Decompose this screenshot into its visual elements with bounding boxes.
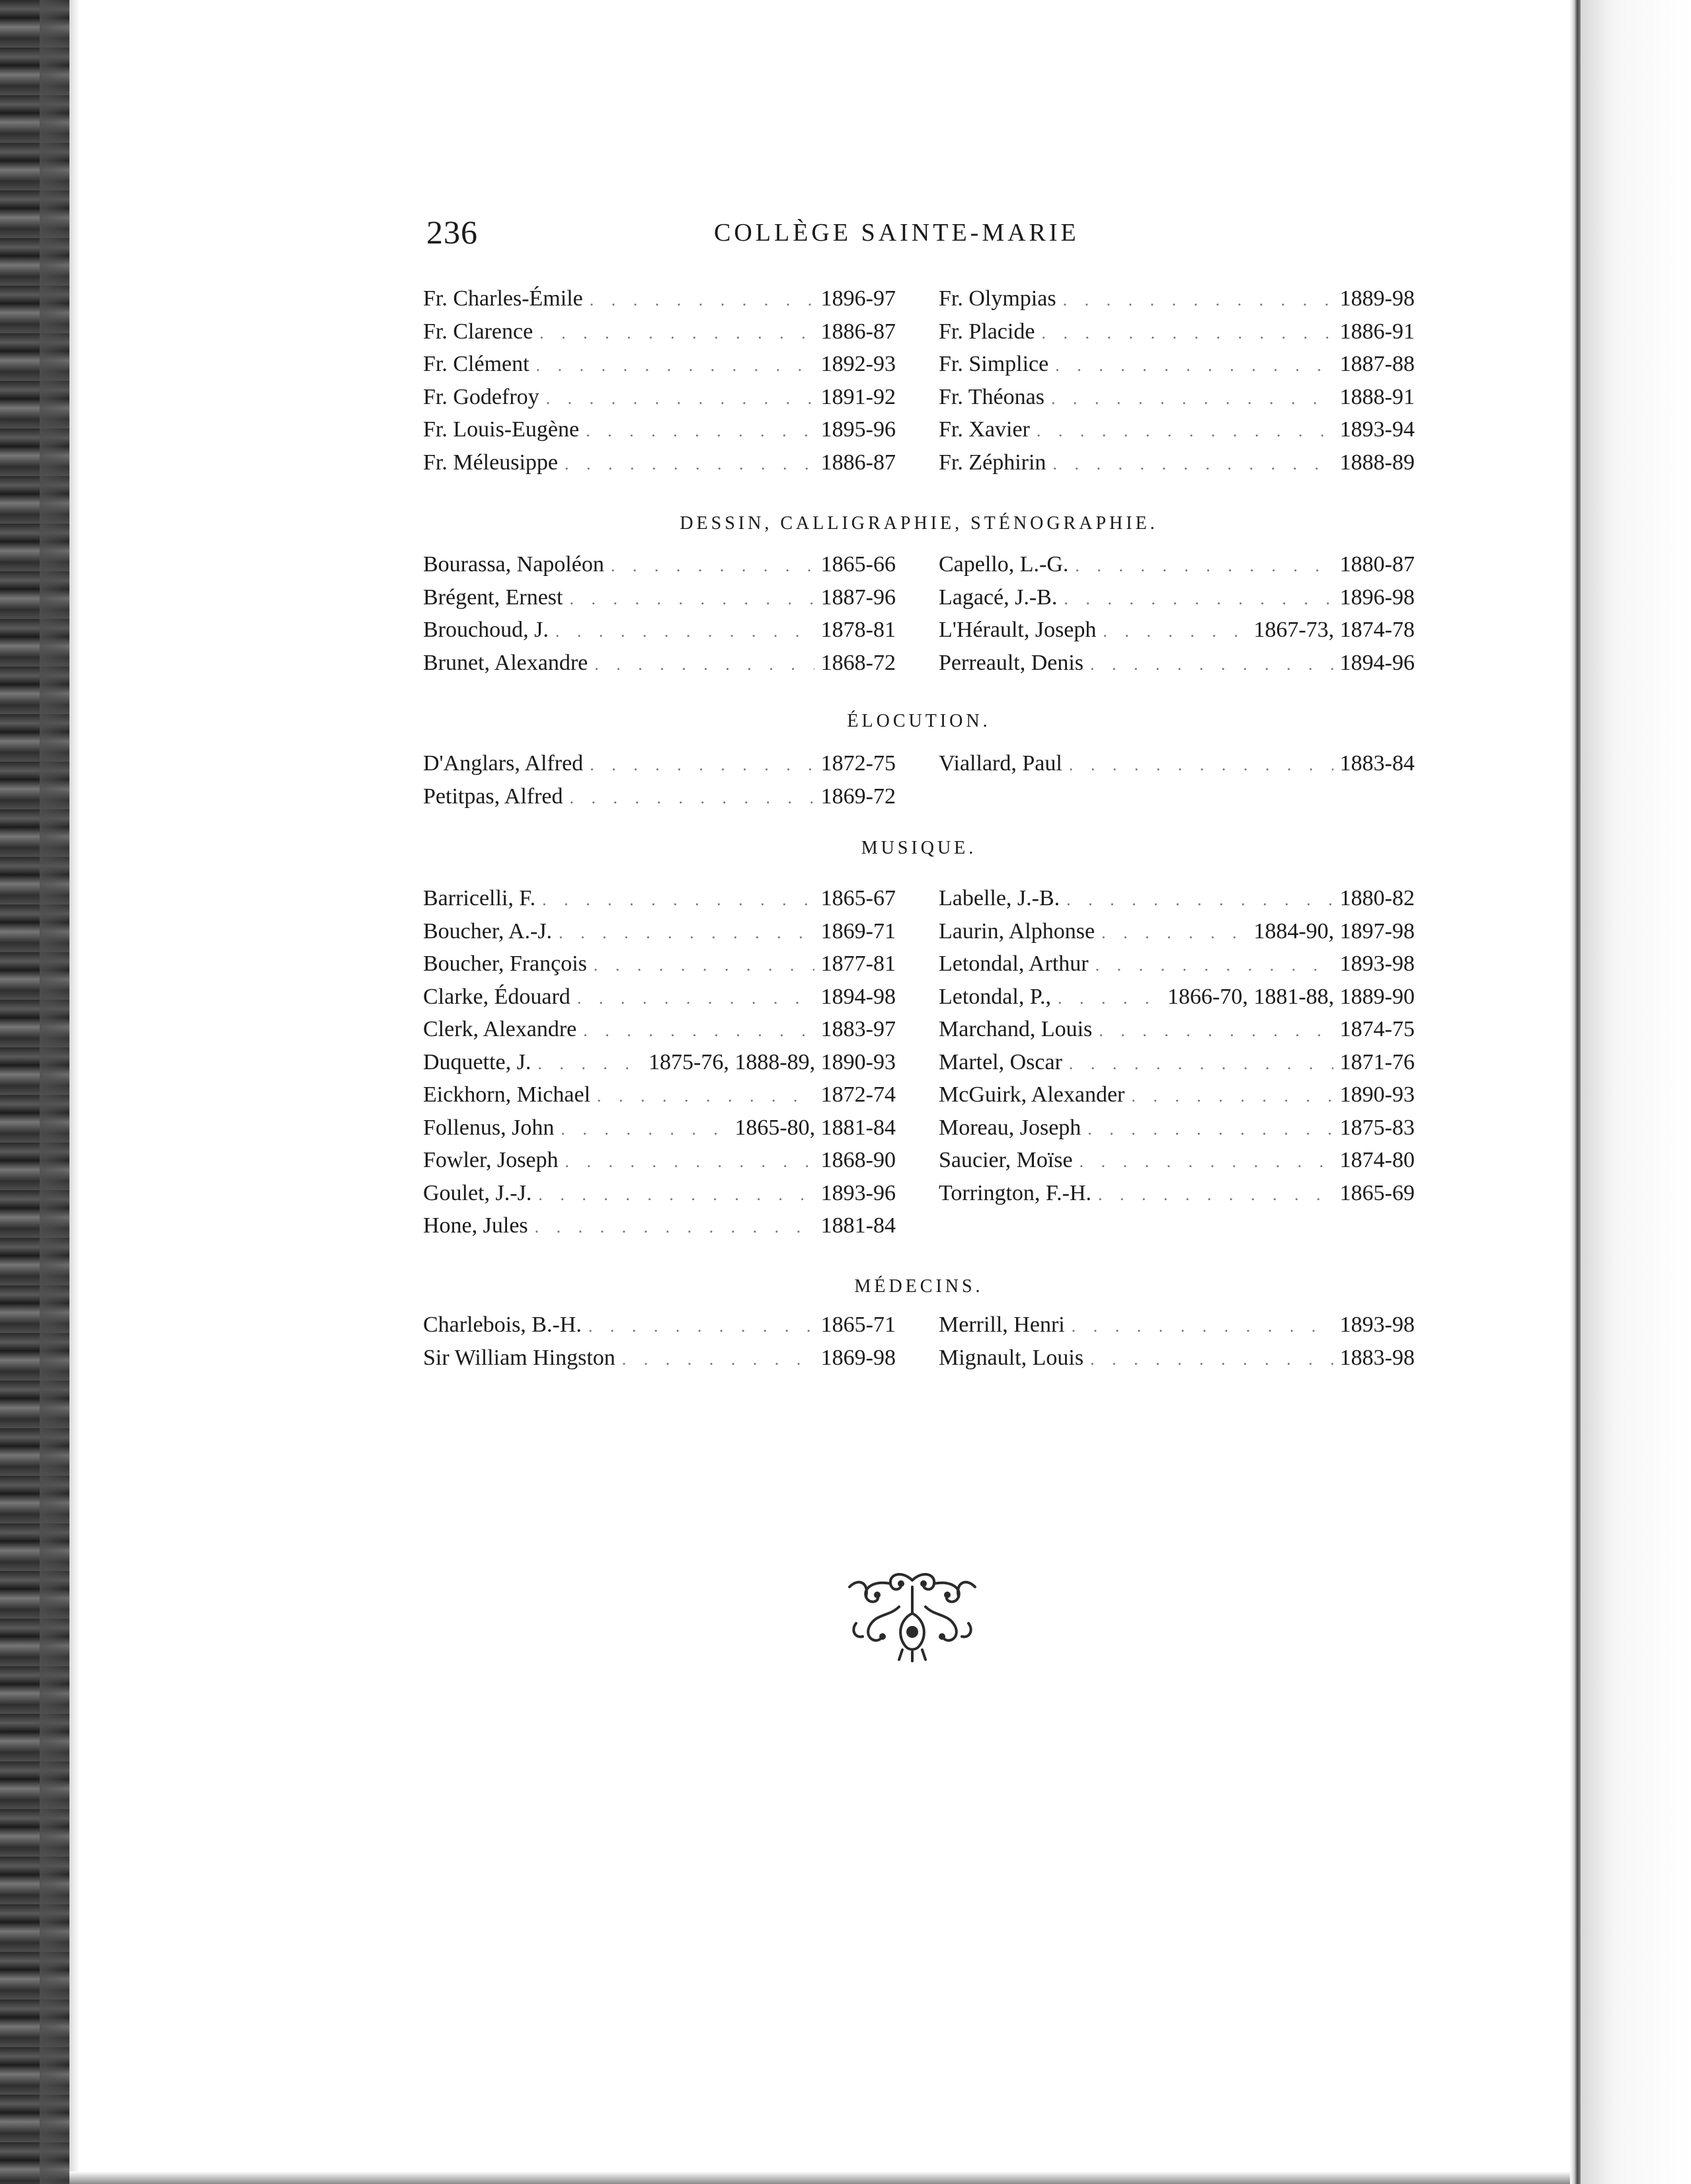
entry-years: 1893-98 bbox=[1339, 951, 1415, 976]
dot-leader bbox=[565, 1152, 814, 1172]
entry-years: 1880-87 bbox=[1339, 552, 1415, 577]
dot-leader bbox=[565, 454, 814, 474]
entry-name: Eickhorn, Michael bbox=[423, 1082, 591, 1107]
entry-years: 1895-96 bbox=[820, 417, 896, 442]
list-entry bbox=[423, 1017, 896, 1042]
entry-years: 1874-75 bbox=[1339, 1017, 1415, 1041]
dot-leader bbox=[1131, 1086, 1333, 1106]
entry-name: Goulet, J.-J. bbox=[423, 1180, 532, 1205]
dot-leader bbox=[546, 389, 814, 409]
dot-leader bbox=[1069, 1054, 1333, 1074]
entry-name: Fr. Zéphirin bbox=[939, 450, 1046, 475]
dot-leader bbox=[1087, 1119, 1333, 1139]
dot-leader bbox=[536, 356, 814, 376]
entry-name: Barricelli, F. bbox=[423, 886, 536, 910]
dot-leader bbox=[586, 421, 814, 441]
entry-name: Lagacé, J.-B. bbox=[939, 585, 1058, 610]
entry-name: Labelle, J.-B. bbox=[939, 886, 1060, 910]
list-entry bbox=[423, 919, 896, 944]
entry-name: Fr. Clarence bbox=[423, 319, 533, 344]
entry-name: Moreau, Joseph bbox=[939, 1115, 1081, 1140]
entry-name: Mignault, Louis bbox=[939, 1345, 1084, 1370]
dot-leader bbox=[1099, 1021, 1333, 1041]
dot-leader bbox=[538, 1185, 814, 1205]
list-entry bbox=[423, 886, 896, 911]
entry-name: Hone, Jules bbox=[423, 1213, 528, 1238]
list-entry bbox=[939, 319, 1415, 344]
list-entry bbox=[423, 385, 896, 410]
page-edge bbox=[1570, 0, 1581, 2184]
dot-leader bbox=[555, 622, 814, 641]
entry-name: Saucier, Moïse bbox=[939, 1148, 1073, 1172]
dot-leader bbox=[1058, 989, 1161, 1008]
entry-years: 1872-75 bbox=[820, 751, 896, 776]
list-entry bbox=[939, 1082, 1415, 1108]
entry-name: Fr. Méleusippe bbox=[423, 450, 558, 475]
dot-leader bbox=[1052, 454, 1333, 474]
list-entry bbox=[423, 1082, 896, 1108]
dot-leader bbox=[537, 1054, 642, 1074]
entry-years: 1872-74 bbox=[820, 1082, 896, 1107]
entry-name: Fr. Théonas bbox=[939, 384, 1044, 409]
entry-name: Brégent, Ernest bbox=[423, 585, 563, 610]
entry-years: 1884-90, 1897-98 bbox=[1253, 918, 1415, 944]
list-entry bbox=[939, 1181, 1415, 1206]
list-entry bbox=[939, 1313, 1415, 1338]
dot-leader bbox=[1101, 923, 1247, 943]
dot-leader bbox=[1037, 421, 1333, 441]
entry-name: Marchand, Louis bbox=[939, 1017, 1093, 1041]
entry-years: 1875-76, 1888-89, 1890-93 bbox=[649, 1049, 896, 1074]
entry-years: 1893-96 bbox=[820, 1180, 896, 1205]
list-entry bbox=[423, 552, 896, 577]
entry-years: 1883-98 bbox=[1339, 1345, 1415, 1370]
dot-leader bbox=[1072, 1316, 1333, 1336]
page-header bbox=[426, 213, 1418, 266]
entry-name: Fr. Placide bbox=[939, 319, 1035, 344]
entry-name: Letondal, Arthur bbox=[939, 951, 1089, 976]
entry-name: Clerk, Alexandre bbox=[423, 1017, 577, 1041]
entry-name: Duquette, J. bbox=[423, 1049, 531, 1074]
entry-name: Boucher, A.-J. bbox=[423, 918, 553, 944]
entry-years: 1891-92 bbox=[820, 384, 896, 409]
entry-name: Fr. Clément bbox=[423, 352, 530, 376]
list-entry bbox=[423, 286, 896, 311]
list-entry bbox=[423, 1115, 896, 1141]
dot-leader bbox=[583, 1021, 814, 1041]
section-heading-locution: ÉLOCUTION. bbox=[847, 711, 991, 731]
dot-leader bbox=[611, 556, 814, 576]
entry-years: 1871-76 bbox=[1339, 1049, 1415, 1074]
entry-name: Fr. Xavier bbox=[939, 417, 1030, 442]
entry-years: 1865-71 bbox=[820, 1313, 896, 1337]
dot-leader bbox=[622, 1350, 814, 1369]
entry-years: 1878-81 bbox=[820, 618, 896, 642]
list-entry bbox=[423, 352, 896, 377]
entry-name: Martel, Oscar bbox=[939, 1049, 1062, 1074]
entry-name: McGuirk, Alexander bbox=[939, 1082, 1125, 1107]
entry-name: Fr. Charles-Émile bbox=[423, 286, 583, 311]
dot-leader bbox=[1063, 290, 1333, 310]
entry-years: 1881-84 bbox=[820, 1213, 896, 1238]
list-entry bbox=[939, 450, 1415, 475]
entry-name: Laurin, Alphonse bbox=[939, 918, 1095, 944]
entry-years: 1868-72 bbox=[820, 650, 896, 675]
list-entry bbox=[423, 951, 896, 977]
list-entry bbox=[939, 385, 1415, 410]
entry-years: 1894-98 bbox=[820, 984, 896, 1009]
list-entry bbox=[939, 1050, 1415, 1075]
entry-name: Fowler, Joseph bbox=[423, 1148, 559, 1172]
entry-name: Merrill, Henri bbox=[939, 1313, 1065, 1337]
running-title: COLLÈGE SAINTE-MARIE bbox=[714, 219, 1080, 247]
dot-leader bbox=[590, 290, 814, 310]
entry-years: 1886-91 bbox=[1339, 319, 1415, 344]
entry-name: Perreault, Denis bbox=[939, 650, 1084, 675]
list-entry bbox=[939, 352, 1415, 377]
dot-leader bbox=[1041, 323, 1333, 343]
entry-name: Boucher, François bbox=[423, 951, 587, 976]
dot-leader bbox=[1055, 356, 1333, 376]
list-entry bbox=[939, 1017, 1415, 1042]
entry-name: D'Anglars, Alfred bbox=[423, 751, 584, 776]
list-entry bbox=[423, 417, 896, 442]
dot-leader bbox=[539, 323, 814, 343]
list-entry bbox=[423, 1313, 896, 1338]
entry-years: 1888-89 bbox=[1339, 450, 1415, 475]
list-entry bbox=[423, 751, 896, 776]
list-entry bbox=[939, 417, 1415, 442]
entry-years: 1877-81 bbox=[820, 951, 896, 976]
list-entry bbox=[423, 450, 896, 475]
entry-name: Letondal, P., bbox=[939, 984, 1051, 1009]
dot-leader bbox=[1103, 622, 1247, 641]
entry-name: Fr. Olympias bbox=[939, 286, 1056, 311]
entry-name: Bourassa, Napoléon bbox=[423, 552, 604, 577]
entry-name: Brouchoud, J. bbox=[423, 618, 549, 642]
entry-name: Sir William Hingston bbox=[423, 1345, 615, 1370]
entry-years: 1887-96 bbox=[820, 585, 896, 610]
entry-name: Fr. Louis-Eugène bbox=[423, 417, 580, 442]
entry-years: 1883-97 bbox=[820, 1017, 896, 1041]
section-heading-m-decins: MÉDECINS. bbox=[854, 1276, 984, 1297]
dot-leader bbox=[570, 589, 814, 609]
section-heading-musique: MUSIQUE. bbox=[861, 838, 977, 858]
entry-years: 1888-91 bbox=[1339, 384, 1415, 409]
entry-years: 1865-66 bbox=[820, 552, 896, 577]
entry-years: 1865-69 bbox=[1339, 1180, 1415, 1205]
dot-leader bbox=[590, 755, 814, 775]
list-entry bbox=[423, 319, 896, 344]
list-entry bbox=[939, 751, 1415, 776]
dot-leader bbox=[594, 655, 814, 674]
entry-years: 1874-80 bbox=[1339, 1148, 1415, 1172]
list-entry bbox=[939, 286, 1415, 311]
list-entry bbox=[939, 585, 1415, 610]
list-entry bbox=[939, 886, 1415, 911]
entry-years: 1896-97 bbox=[820, 286, 896, 311]
entry-name: Viallard, Paul bbox=[939, 751, 1062, 776]
entry-name: Petitpas, Alfred bbox=[423, 784, 563, 809]
list-entry bbox=[423, 985, 896, 1010]
entry-years: 1868-90 bbox=[820, 1148, 896, 1172]
gutter-shade bbox=[40, 0, 79, 2184]
dot-leader bbox=[1098, 1185, 1333, 1205]
scan-margin bbox=[1581, 0, 1691, 2184]
list-entry bbox=[423, 651, 896, 676]
entry-name: Charlebois, B.-H. bbox=[423, 1313, 582, 1337]
entry-years: 1883-84 bbox=[1339, 751, 1415, 776]
dot-leader bbox=[594, 955, 814, 975]
entry-years: 1886-87 bbox=[820, 319, 896, 344]
section-heading-dessin-calligraphie-st-nographie: DESSIN, CALLIGRAPHIE, STÉNOGRAPHIE. bbox=[680, 513, 1158, 534]
entry-years: 1894-96 bbox=[1339, 650, 1415, 675]
dot-leader bbox=[570, 788, 814, 808]
entry-years: 1875-83 bbox=[1339, 1115, 1415, 1140]
dot-leader bbox=[1069, 755, 1333, 775]
dot-leader bbox=[542, 890, 814, 910]
list-entry bbox=[423, 784, 896, 809]
entry-years: 1866-70, 1881-88, 1889-90 bbox=[1167, 984, 1415, 1009]
list-entry bbox=[939, 1148, 1415, 1173]
dot-leader bbox=[535, 1217, 814, 1237]
list-entry bbox=[423, 1148, 896, 1173]
dot-leader bbox=[597, 1086, 814, 1106]
dot-leader bbox=[1090, 1350, 1333, 1369]
entry-years: 1865-67 bbox=[820, 886, 896, 910]
entry-years: 1893-98 bbox=[1339, 1313, 1415, 1337]
list-entry bbox=[423, 1213, 896, 1238]
list-entry bbox=[423, 1346, 896, 1371]
floral-tailpiece-icon bbox=[836, 1567, 988, 1663]
entry-name: Brunet, Alexandre bbox=[423, 650, 588, 675]
dot-leader bbox=[1051, 389, 1333, 409]
entry-name: Torrington, F.-H. bbox=[939, 1180, 1091, 1205]
list-entry bbox=[939, 1346, 1415, 1371]
entry-years: 1896-98 bbox=[1339, 585, 1415, 610]
entry-name: Clarke, Édouard bbox=[423, 984, 570, 1009]
dot-leader bbox=[577, 989, 814, 1008]
list-entry bbox=[939, 651, 1415, 676]
entry-name: Follenus, John bbox=[423, 1115, 555, 1140]
dot-leader bbox=[1095, 955, 1333, 975]
page-bottom-edge bbox=[69, 2171, 1570, 2184]
dot-leader bbox=[1064, 589, 1333, 609]
entry-years: 1890-93 bbox=[1339, 1082, 1415, 1107]
entry-years: 1867-73, 1874-78 bbox=[1253, 618, 1415, 642]
entry-years: 1865-80, 1881-84 bbox=[734, 1115, 896, 1140]
entry-name: Fr. Godefroy bbox=[423, 384, 539, 409]
entry-years: 1869-71 bbox=[820, 918, 896, 944]
list-entry bbox=[423, 1050, 896, 1075]
entry-name: Fr. Simplice bbox=[939, 352, 1049, 376]
entry-years: 1893-94 bbox=[1339, 417, 1415, 442]
list-entry bbox=[423, 585, 896, 610]
dot-leader bbox=[561, 1119, 728, 1139]
entry-years: 1887-88 bbox=[1339, 352, 1415, 376]
entry-name: Capello, L.-G. bbox=[939, 552, 1069, 577]
dot-leader bbox=[588, 1316, 814, 1336]
list-entry bbox=[939, 919, 1415, 944]
entry-name: L'Hérault, Joseph bbox=[939, 618, 1097, 642]
list-entry bbox=[939, 985, 1415, 1010]
list-entry bbox=[939, 552, 1415, 577]
dot-leader bbox=[1066, 890, 1333, 910]
entry-years: 1880-82 bbox=[1339, 886, 1415, 910]
list-entry bbox=[423, 1181, 896, 1206]
list-entry bbox=[939, 951, 1415, 977]
list-entry bbox=[939, 618, 1415, 643]
list-entry bbox=[423, 618, 896, 643]
entry-years: 1889-98 bbox=[1339, 286, 1415, 311]
entry-years: 1869-98 bbox=[820, 1345, 896, 1370]
page-number: 236 bbox=[426, 214, 478, 251]
dot-leader bbox=[1075, 556, 1333, 576]
entry-years: 1886-87 bbox=[820, 450, 896, 475]
entry-years: 1892-93 bbox=[820, 352, 896, 376]
dot-leader bbox=[1090, 655, 1333, 674]
dot-leader bbox=[1080, 1152, 1333, 1172]
list-entry bbox=[939, 1115, 1415, 1141]
entry-years: 1869-72 bbox=[820, 784, 896, 809]
dot-leader bbox=[559, 923, 814, 943]
